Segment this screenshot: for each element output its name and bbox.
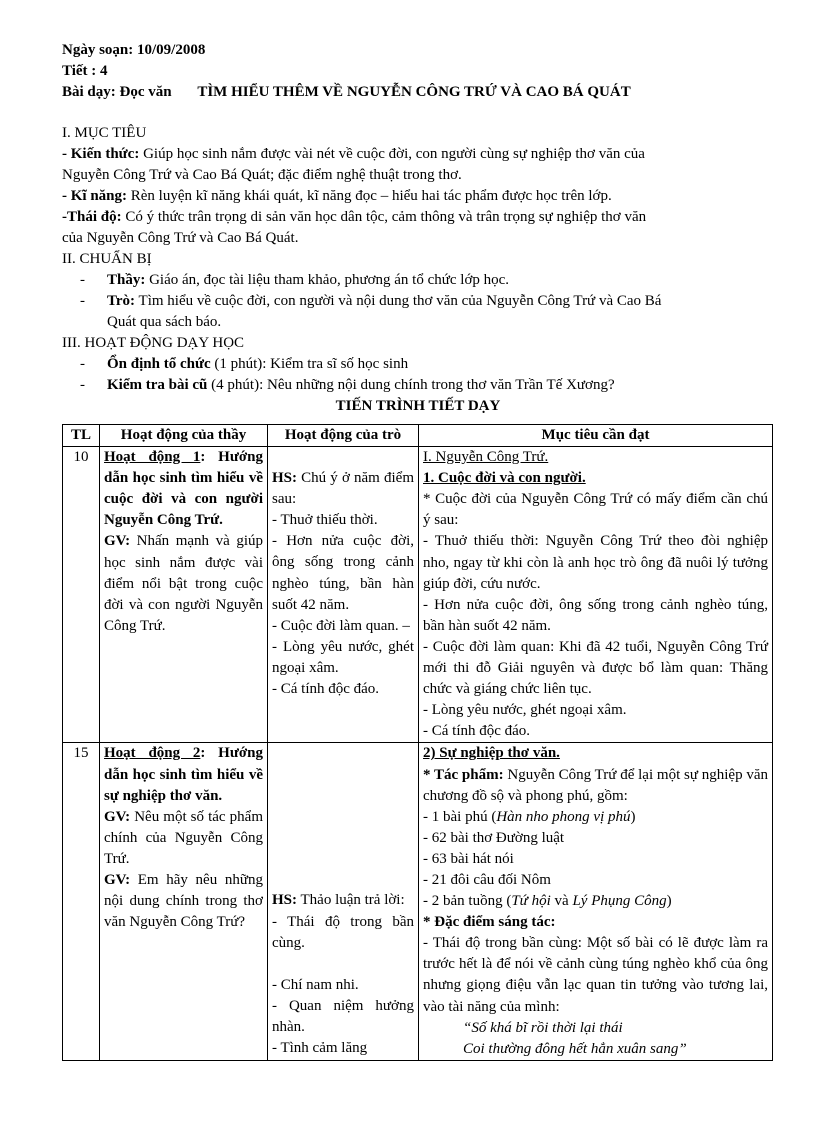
goal-subheading: 1. Cuộc đời và con người.	[423, 470, 586, 487]
lesson-plan-page	[62, 40, 774, 416]
goal-item: * Cuộc đời của Nguyễn Công Trứ có mấy điểm cần chú ý sau:	[423, 491, 768, 529]
gv-label: GV:	[104, 808, 131, 825]
goal-item: - Cuộc đời làm quan: Khi đã 42 tuổi, Nguyễn Công Trứ mới thi đỗ Giải nguyên và được bổ làm quan: Thăng chức và giáng chức liên tục.	[423, 638, 768, 698]
activity2-label: Hoạt động 2	[104, 745, 201, 762]
gv-label: GV:	[104, 533, 131, 550]
item2-label: Kiểm tra bài cũ	[107, 377, 208, 393]
section3-heading: III. HOẠT ĐỘNG DẠY HỌC	[62, 335, 245, 351]
gv-text: Nêu một số tác phẩm chính của Nguyễn Công Trứ.	[104, 808, 263, 867]
row1-teacher	[100, 447, 268, 743]
activity2-rest: : Hướng dẫn học sinh tìm hiểu về sự nghiệp thơ văn.	[104, 745, 263, 804]
student-point: - Quan niệm hưởng nhàn.	[272, 997, 414, 1035]
teacher-prep: - Thầy: Giáo án, đọc tài liệu tham khảo, phương án tổ chức lớp học.	[80, 272, 510, 288]
work-title: Hàn nho phong vị phú	[496, 808, 631, 825]
goal-subheading: 2) Sự nghiệp thơ văn.	[423, 745, 560, 762]
goal-item: - Lòng yêu nước, ghét ngoại xâm.	[423, 702, 627, 719]
row2-student	[268, 743, 419, 1060]
skills-label: - Kĩ năng:	[62, 188, 128, 204]
attitude-line	[62, 207, 774, 228]
item1-text: (1 phút): Kiểm tra sĩ số học sinh	[210, 356, 409, 372]
hs-text: Chú ý ở năm điểm sau:	[272, 470, 414, 508]
knowledge-line-2: Nguyễn Công Trứ và Cao Bá Quát; đặc điểm nghệ thuật trong thơ.	[62, 167, 462, 183]
work-text: và	[550, 893, 573, 910]
goal-title: I. Nguyễn Công Trứ.	[423, 449, 549, 466]
teacher-text: Giáo án, đọc tài liệu tham khảo, phương án tổ chức lớp học.	[145, 272, 510, 288]
work-text: )	[630, 808, 636, 825]
work-item: - 21 đôi câu đối Nôm	[423, 871, 551, 888]
work-text: - 2 bản tuồng (	[423, 893, 512, 910]
goal-item: - Thuở thiếu thời: Nguyễn Công Trứ theo đòi nghiệp nho, ngay từ khi còn là anh học trò ông đã nuôi lý tưởng giúp đời, cứu nước.	[423, 533, 768, 592]
lesson-prefix: Bài dạy: Đọc văn	[62, 84, 172, 100]
row1-student	[268, 447, 419, 743]
gv-label: GV:	[104, 871, 131, 888]
header-goal: Mục tiêu cần đạt	[419, 425, 773, 447]
activity-item-2: - Kiểm tra bài cũ (4 phút): Nêu những nội dung chính trong thơ văn Trần Tế Xương?	[80, 377, 615, 393]
knowledge-label: - Kiến thức:	[62, 146, 140, 162]
student-point: - Chí nam nhi.	[272, 976, 359, 993]
work-text: )	[666, 893, 672, 910]
work-text: - 1 bài phú (	[423, 808, 497, 825]
table-row	[63, 447, 773, 743]
attitude-text: Có ý thức trân trọng di sản văn học dân tộc, cảm thông và trân trọng sự nghiệp thơ văn	[121, 209, 647, 225]
attitude-label: -Thái độ:	[62, 209, 122, 225]
section2-heading: II. CHUẨN BỊ	[62, 251, 152, 267]
activity1-label: Hoạt động 1	[104, 449, 201, 466]
table-header-row	[63, 425, 773, 447]
skills-text: Rèn luyện kĩ năng khái quát, kĩ năng đọc – hiểu hai tác phẩm được học trên lớp.	[127, 188, 612, 204]
table-row	[63, 743, 773, 1060]
row2-tl: 15	[63, 743, 100, 1060]
student-point: - Thuở thiếu thời.	[272, 512, 378, 529]
student-point: - Cuộc đời làm quan. –	[272, 617, 410, 634]
hs-label: HS:	[272, 892, 298, 909]
date-line: Ngày soạn: 10/09/2008	[62, 42, 206, 58]
row2-goal	[419, 743, 773, 1060]
period-line: Tiết : 4	[62, 63, 108, 79]
works-label: * Tác phẩm:	[423, 766, 504, 783]
student-point: - Thái độ trong bần cùng.	[272, 913, 414, 951]
work-item: - 63 bài hát nói	[423, 850, 514, 867]
knowledge-line	[62, 144, 774, 165]
student-point: - Tình cảm lăng	[272, 1039, 368, 1056]
lesson-line	[62, 82, 774, 103]
header-tl: TL	[63, 425, 100, 447]
works-text: Nguyễn Công Trứ để lại một sự nghiệp văn chương đồ sộ và phong phú, gồm:	[423, 766, 768, 804]
table-title: TIẾN TRÌNH TIẾT DẠY	[335, 398, 501, 414]
teacher-label: Thầy:	[107, 272, 146, 288]
student-prep-2: Quát qua sách báo.	[107, 314, 222, 330]
student-point: - Hơn nửa cuộc đời, ông sống trong cảnh nghèo túng, bần hàn suốt 42 năm.	[272, 533, 414, 613]
feature-item: - Thái độ trong bần cùng: Một số bài có lẽ được làm ra trước hết là để nói về cảnh cùng túng nghèo khổ của ông nhưng giọng điệu vẫn lạc quan tin tưởng vào tương lai, vào tài năng của mình:	[423, 935, 768, 1015]
item1-label: Ổn định tổ chức	[107, 356, 211, 372]
hs-label: HS:	[272, 470, 298, 487]
gv-text: Nhấn mạnh và giúp học sinh nắm được vài điểm nổi bật trong cuộc đời và con người Nguyễn Công Trứ.	[104, 533, 263, 634]
header-student: Hoạt động của trò	[268, 425, 419, 447]
work-title: Tứ hội	[511, 893, 551, 910]
features-label: * Đặc điểm sáng tác:	[423, 914, 556, 931]
student-prep: - Trò: Tìm hiểu về cuộc đời, con người và nội dung thơ văn của Nguyễn Công Trứ và Cao Bá	[80, 293, 662, 309]
row1-tl: 10	[63, 447, 100, 743]
header-teacher: Hoạt động của thầy	[100, 425, 268, 447]
skills-line	[62, 186, 774, 207]
row1-goal	[419, 447, 773, 743]
goal-item: - Hơn nửa cuộc đời, ông sống trong cảnh nghèo túng, bần hàn suốt 42 năm.	[423, 596, 768, 634]
gv-text: Em hãy nêu những nội dung chính trong thơ văn Nguyễn Công Trứ?	[104, 871, 263, 931]
section1-heading: I. MỤC TIÊU	[62, 125, 147, 141]
work-item	[423, 807, 768, 828]
work-item: - 62 bài thơ Đường luật	[423, 829, 565, 846]
work-title: Lý Phụng Công	[572, 893, 667, 910]
work-item	[423, 891, 768, 912]
item2-text: (4 phút): Nêu những nội dung chính trong thơ văn Trần Tế Xương?	[207, 377, 615, 393]
lesson-title: TÌM HIỂU THÊM VỀ NGUYỄN CÔNG TRỨ VÀ CAO BÁ QUÁT	[197, 84, 631, 100]
student-point: - Cá tính độc đáo.	[272, 681, 380, 698]
quote-line: “Số khá bĩ rồi thời lại thái	[463, 1019, 623, 1036]
student-text: Tìm hiểu về cuộc đời, con người và nội dung thơ văn của Nguyễn Công Trứ và Cao Bá	[135, 293, 662, 309]
goal-item: - Cá tính độc đáo.	[423, 723, 531, 740]
activity1-rest: : Hướng dẫn học sinh tìm hiểu về cuộc đời và con người Nguyễn Công Trứ.	[104, 449, 263, 529]
activity-item-1: - Ổn định tổ chức (1 phút): Kiểm tra sĩ số học sinh	[80, 356, 409, 372]
lesson-progress-table	[62, 424, 773, 1061]
hs-text: Thảo luận trả lời:	[297, 892, 405, 909]
attitude-line-2: của Nguyễn Công Trứ và Cao Bá Quát.	[62, 230, 299, 246]
student-label: Trò:	[107, 293, 136, 309]
quote-line: Coi thường đông hết hẳn xuân sang”	[463, 1040, 687, 1057]
knowledge-text: Giúp học sinh nắm được vài nét về cuộc đời, con người cùng sự nghiệp thơ văn của	[139, 146, 645, 162]
student-point: - Lòng yêu nước, ghét ngoại xâm.	[272, 638, 414, 676]
row2-teacher	[100, 743, 268, 1060]
